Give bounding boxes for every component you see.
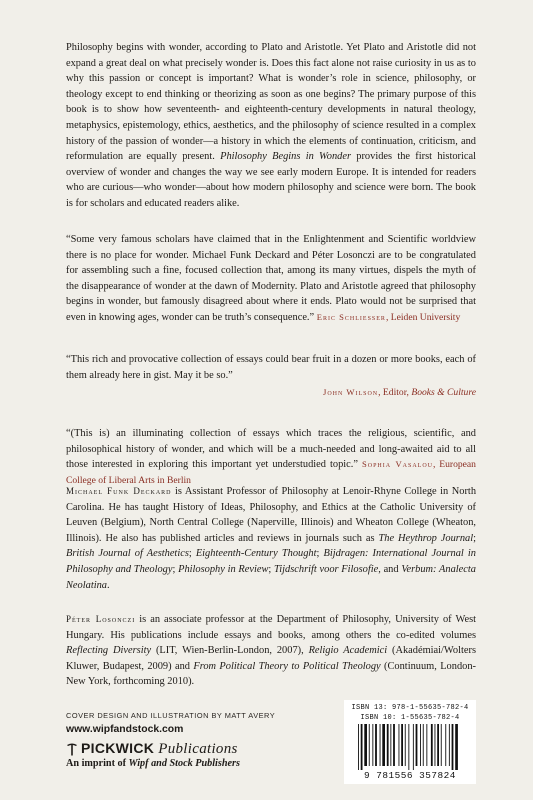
journal-title: Eighteenth-Century Thought: [195, 548, 317, 560]
bio-text: (LIT, Wien-Berlin-London, 2007),: [151, 645, 309, 657]
imprint-text: An imprint of: [66, 758, 129, 769]
endorser-affiliation: , Editor,: [378, 387, 412, 399]
barcode-bar: [435, 724, 436, 766]
endorsement-quote: [66, 426, 476, 488]
book-title: From Political Theory to Political Theology: [193, 660, 381, 672]
publisher-name-bold: PICKWICK: [81, 740, 155, 756]
barcode-icon: [356, 724, 464, 770]
journal-title: British Journal of Aesthetics: [66, 548, 189, 560]
barcode-bar: [437, 724, 439, 766]
endorsement-quote: [66, 352, 476, 401]
journal-title: Verbum: Analecta Neolatina: [66, 563, 476, 591]
bio-text: is an associate professor at the Department of Philosophy, University of West Hungary. His publications include essays and books, among others the co-edited volumes: [66, 614, 476, 641]
barcode-bar: [401, 724, 403, 766]
book-title: Religio Academici: [308, 645, 388, 657]
bio-separator: .: [106, 579, 110, 591]
blurb-book-title: Philosophy Begins in Wonder: [220, 151, 351, 163]
blurb-text-b: provides the first historical overview of wonder and changes the way we see early modern Europe. It is intended for readers who are curious—who wonder—about how modern philosophy and science were born. The book is for scholars and educated readers alike.: [66, 151, 476, 209]
barcode-bar: [375, 724, 377, 766]
publisher-name-italic: Publications: [154, 741, 238, 757]
endorser-name: Eric Schliesser: [316, 311, 386, 322]
bio-separator: ;: [188, 548, 196, 560]
imprint-line: [66, 758, 240, 769]
barcode-bar: [372, 724, 373, 766]
bio-separator: ;: [172, 563, 179, 575]
barcode-bar: [405, 724, 406, 766]
journal-title: Tijdschrift voor Filosofie: [274, 563, 379, 575]
isbn-10: ISBN 10: 1-55635-782-4: [360, 714, 460, 722]
endorsement-text: “(This is) an illuminating collection of essays which traces the religious, scientific, and philosophical history of wonder, and which will be a much-needed and long-awaited aid to all those interested in exploring this important yet understudied topic.”: [66, 428, 476, 471]
barcode-bar: [423, 724, 424, 766]
journal-title: Philosophy in Review: [178, 563, 269, 575]
barcode-bar: [452, 724, 454, 770]
blurb-text-a: Philosophy begins with wonder, according to Plato and Aristotle. Yet Plato and Aristotle did not expand a great deal on what precisely wonder is. Does this fact alone not raise curiosity in us as to why this passion or concept is important? What is wonder’s role in science, philosophy, or theology except to end thinking or theorizing as soon as one begins? The primary purpose of this book is to show how seventeenth- and eighteenth-century developments in natural theology, metaphysics, epistemology, ethics, aesthetics, and the philosophy of science resulted in a complex history of the passion of wonder—a history in which the elements of continuation, criticism, and reformulation are equally present.: [66, 42, 476, 163]
barcode-bar: [380, 724, 381, 766]
bio-separator: ;: [316, 548, 324, 560]
endorsement-text: “Some very famous scholars have claimed that in the Enlightenment and Scientific worldview there is no place for wonder. Michael Funk Deckard and Péter Losonczi are to be congratulated for assembling such a fine, focused collection that, among its many virtues, dispels the myth of the disappearance of wonder at the dawn of Modernity. Plato and Aristotle agreed that philosophy begins in wonder, but famously disagreed about where it ends. Plato would not be surprised that even in knowing ages, wonder can be truth’s consequence.”: [66, 234, 476, 323]
publisher-name: [81, 740, 238, 758]
bio-separator: ;: [473, 532, 477, 544]
editor-name: Michael Funk Deckard: [66, 486, 172, 496]
barcode-bar: [358, 724, 359, 770]
barcode-bar: [364, 724, 367, 766]
barcode-bar: [408, 724, 409, 770]
editor-bio: [66, 484, 476, 593]
endorser-affiliation: , European College of Liberal Arts in Berlin: [66, 459, 476, 486]
isbn-13: ISBN 13: 978-1-55635-782-4: [351, 704, 469, 712]
journal-title: Bijdragen: International Journal in Philosophy and Theology: [66, 548, 476, 575]
barcode-digits: 9 781556 357824: [364, 770, 456, 781]
barcode-bar: [413, 724, 414, 770]
barcode-bar: [369, 724, 370, 766]
editor-bio: [66, 612, 476, 690]
endorsement-text: “This rich and provocative collection of essays could bear fruit in a dozen or more books, each of them already here in gist. May it be so.”: [66, 354, 476, 381]
bio-text: (Akadémiai/Wolters Kluwer, Budapest, 2009) and: [66, 645, 476, 672]
barcode-bar: [416, 724, 418, 766]
publisher-logo: [66, 739, 238, 759]
book-title: Reflecting Diversity: [66, 645, 152, 657]
editor-name: Péter Losonczi: [66, 614, 136, 624]
endorser-publication: Books & Culture: [411, 387, 476, 399]
barcode-bar: [393, 724, 395, 766]
barcode-bar: [441, 724, 442, 766]
endorsement-attribution: [317, 312, 461, 323]
bio-text: (Continuum, London-New York, forthcoming 2010).: [66, 660, 476, 688]
endorser-name: Sophia Vasalou: [361, 459, 434, 470]
barcode-bar: [361, 724, 363, 770]
journal-title: The Heythrop Journal: [378, 532, 474, 544]
blurb-paragraph: [66, 40, 476, 212]
barcode-bar: [382, 724, 385, 766]
endorser-name: John Wilson: [323, 387, 379, 398]
imprint-publisher: Wipf and Stock Publishers: [128, 758, 240, 769]
bio-text: is Assistant Professor of Philosophy at Lenoir-Rhyne College in North Carolina. He has taught History of Ideas, Philosophy, and Ethics at the Catholic University of Leuven (Belgium), North Central College (Naperville, Illinois) and Wheaton College (Wheaton, Illinois). He also has published articles and reviews in journals such as: [66, 486, 477, 544]
barcode-bar: [420, 724, 421, 766]
endorsement-attribution: [66, 385, 476, 401]
barcode-bar: [387, 724, 389, 766]
barcode-bar: [426, 724, 427, 766]
bio-separator: , and: [378, 563, 402, 575]
barcode-bar: [390, 724, 391, 766]
endorsement-quote: [66, 232, 476, 326]
barcode-bar: [445, 724, 446, 766]
publisher-website: www.wipfandstock.com: [66, 724, 184, 735]
barcode-bar: [399, 724, 400, 766]
barcode-bar: [431, 724, 433, 766]
barcode-bar: [455, 724, 458, 770]
cover-credit: COVER DESIGN AND ILLUSTRATION BY MATT AVERY: [66, 711, 276, 720]
barcode-bar: [449, 724, 450, 766]
isbn-barcode-box: [344, 700, 476, 784]
bio-separator: ;: [268, 563, 275, 575]
pickaxe-icon: [66, 742, 78, 756]
endorser-affiliation: , Leiden University: [385, 311, 461, 323]
